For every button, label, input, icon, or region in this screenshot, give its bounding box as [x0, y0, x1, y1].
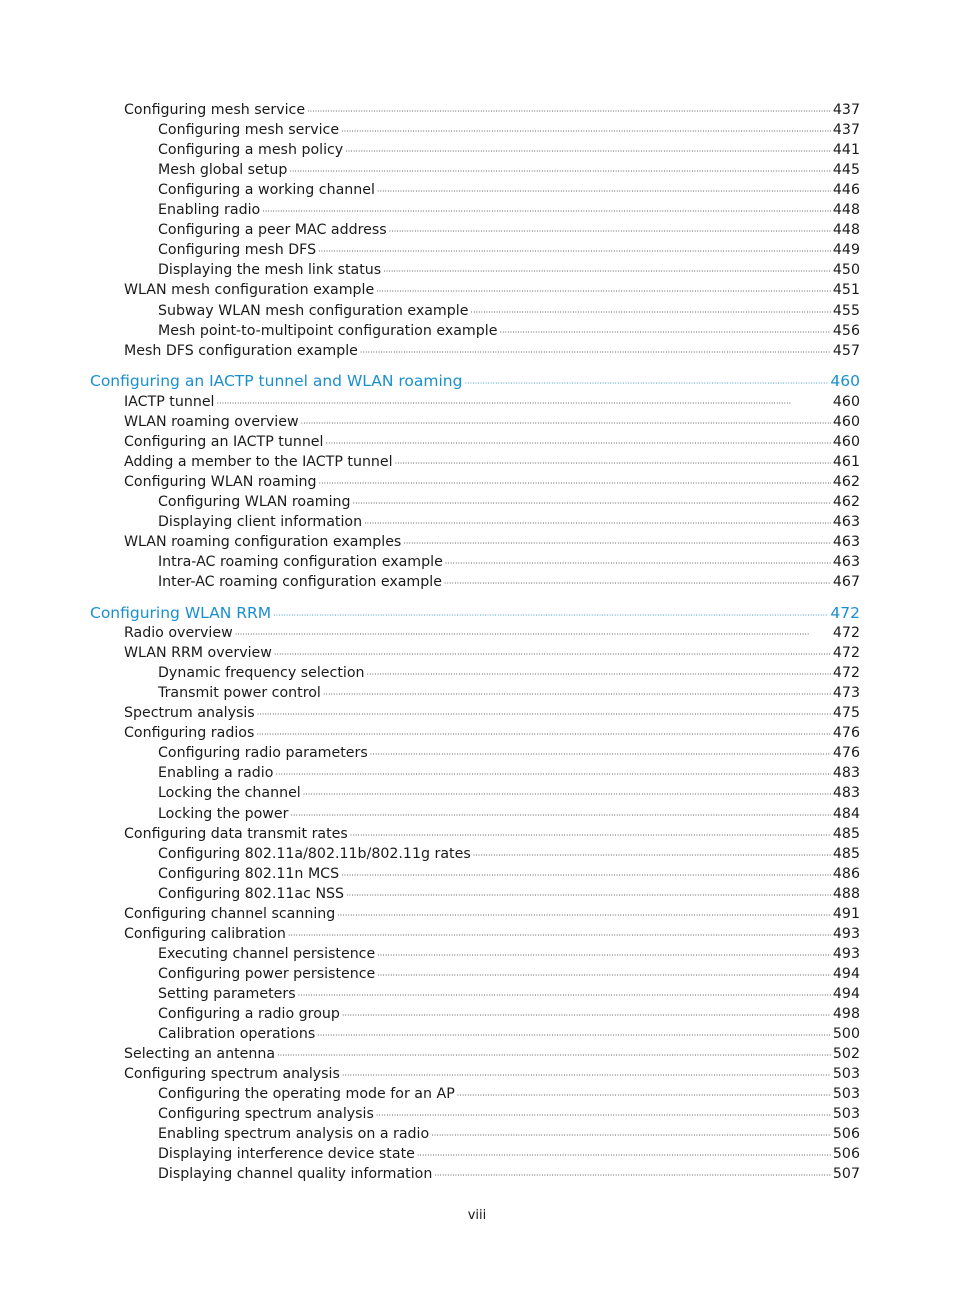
toc-entry[interactable] — [158, 964, 860, 984]
dot-leader — [353, 494, 831, 514]
toc-entry-page: 446 — [832, 182, 860, 199]
dot-leader — [323, 685, 831, 705]
toc-entry[interactable] — [158, 552, 860, 572]
toc-entry[interactable] — [158, 884, 860, 904]
dot-leader — [395, 454, 831, 474]
toc-entry-title: Mesh DFS configuration example — [124, 342, 358, 359]
toc-entry-title: WLAN roaming configuration examples — [124, 533, 402, 550]
toc-entry-page: 475 — [832, 705, 860, 722]
toc-entry-title: Displaying channel quality information — [158, 1166, 433, 1183]
toc-entry-title: Configuring WLAN roaming — [124, 473, 317, 490]
toc-entry-title: Configuring a working channel — [158, 182, 375, 199]
dot-leader — [262, 202, 831, 222]
dot-leader — [317, 1026, 831, 1046]
dot-leader — [274, 645, 831, 665]
toc-entry-title: Dynamic frequency selection — [158, 665, 365, 682]
page-number: viii — [467, 1208, 487, 1223]
toc-chapter-entry[interactable] — [90, 371, 860, 391]
toc-entry-page: 472 — [832, 625, 860, 642]
toc-chapter-entry[interactable] — [90, 603, 860, 623]
toc-entry-title: Configuring the operating mode for an AP — [158, 1086, 455, 1103]
dot-leader — [275, 765, 831, 785]
toc-entry[interactable] — [158, 663, 860, 683]
toc-entry-page: 462 — [832, 493, 860, 510]
toc-entry[interactable] — [158, 1104, 860, 1124]
dot-leader — [307, 102, 831, 122]
dot-leader — [235, 625, 831, 645]
toc-entry-title: Subway WLAN mesh configuration example — [158, 302, 469, 319]
toc-entry-title: Executing channel persistence — [158, 945, 376, 962]
toc-entry-title: Displaying interference device state — [158, 1146, 415, 1163]
dot-leader — [417, 1146, 831, 1166]
toc-entry-title: Configuring mesh DFS — [158, 242, 317, 259]
dot-leader — [377, 966, 831, 986]
toc-entry[interactable] — [158, 200, 860, 220]
dot-leader — [341, 866, 831, 886]
dot-leader — [364, 514, 831, 534]
toc-entry[interactable] — [158, 120, 860, 140]
toc-entry-title: Configuring 802.11ac NSS — [158, 885, 345, 902]
toc-entry[interactable] — [158, 844, 860, 864]
dot-leader — [403, 534, 831, 554]
toc-entry[interactable] — [158, 1144, 860, 1164]
toc-entry[interactable] — [124, 452, 860, 472]
toc-entry-page: 437 — [832, 122, 860, 139]
toc-entry[interactable] — [158, 984, 860, 1004]
toc-entry-title: Configuring mesh service — [124, 102, 306, 118]
toc-entry-page: 485 — [832, 845, 860, 862]
toc-entry-title: Configuring radios — [124, 725, 255, 742]
toc-entry-page: 441 — [832, 142, 860, 159]
toc-entry[interactable] — [124, 904, 860, 924]
dot-leader — [301, 414, 831, 434]
toc-entry[interactable] — [158, 180, 860, 200]
dot-leader — [377, 182, 831, 202]
toc-entry[interactable] — [158, 1084, 860, 1104]
toc-entry-title: Displaying the mesh link status — [158, 262, 382, 279]
dot-leader — [277, 1046, 831, 1066]
toc-entry-title: Configuring power persistence — [158, 965, 376, 982]
toc-entry-title: Spectrum analysis — [124, 705, 255, 722]
toc-entry-title: WLAN mesh configuration example — [124, 282, 375, 299]
toc-entry-page: 503 — [832, 1066, 860, 1083]
toc-entry-title: Configuring channel scanning — [124, 905, 336, 922]
toc-entry-page: 486 — [832, 865, 860, 882]
toc-entry-title: Configuring WLAN roaming — [158, 493, 351, 510]
toc-entry[interactable] — [158, 240, 860, 260]
toc-entry-page: 437 — [832, 102, 860, 118]
dot-leader — [376, 282, 831, 302]
dot-leader — [325, 434, 830, 454]
dot-leader — [342, 1066, 831, 1086]
toc-entry[interactable] — [158, 492, 860, 512]
toc-entry-title: Enabling a radio — [158, 765, 274, 782]
toc-entry[interactable] — [124, 824, 860, 844]
dot-leader — [318, 242, 831, 262]
toc-entry[interactable] — [124, 1044, 860, 1064]
toc-entry[interactable] — [124, 532, 860, 552]
dot-leader — [337, 906, 831, 926]
toc-entry[interactable] — [158, 301, 860, 321]
toc-entry-page: 445 — [832, 162, 860, 179]
dot-leader — [345, 142, 831, 162]
toc-entry-page: 484 — [832, 805, 860, 822]
toc-entry-title: Calibration operations — [158, 1026, 316, 1043]
toc-entry-page: 457 — [832, 342, 860, 359]
toc-entry-page: 460 — [832, 393, 860, 410]
toc-entry-page: 460 — [832, 433, 860, 450]
toc-entry-page: 463 — [832, 513, 860, 530]
toc-entry-page: 506 — [832, 1126, 860, 1143]
dot-leader — [298, 986, 831, 1006]
toc-entry-page: 491 — [832, 905, 860, 922]
toc-entry-title: Adding a member to the IACTP tunnel — [124, 453, 393, 470]
toc-entry[interactable] — [158, 140, 860, 160]
dot-leader — [473, 846, 831, 866]
toc-entry-title: Configuring a mesh policy — [158, 142, 344, 159]
dot-leader — [457, 1086, 831, 1106]
toc-entry[interactable] — [124, 623, 860, 643]
toc-entry-page: 494 — [832, 965, 860, 982]
toc-entry[interactable] — [158, 260, 860, 280]
toc-entry[interactable] — [158, 683, 860, 703]
toc-entry-page: 455 — [832, 302, 860, 319]
toc-entry-page: 463 — [832, 533, 860, 550]
toc-entry-title: IACTP tunnel — [124, 393, 215, 410]
dot-leader — [383, 262, 831, 282]
dot-leader — [431, 1126, 831, 1146]
toc-entry-title: Configuring radio parameters — [158, 745, 368, 762]
toc-entry-title: Selecting an antenna — [124, 1046, 276, 1063]
toc-entry-title: Radio overview — [124, 625, 233, 642]
toc-entry-title: Configuring an IACTP tunnel — [124, 433, 324, 450]
toc-entry-title: Enabling spectrum analysis on a radio — [158, 1126, 430, 1143]
dot-leader — [434, 1166, 831, 1186]
dot-leader — [257, 705, 831, 725]
toc-entry-page: 507 — [832, 1166, 860, 1183]
toc-entry[interactable] — [158, 572, 860, 592]
toc-entry-title: Enabling radio — [158, 202, 261, 219]
toc-entry[interactable] — [158, 864, 860, 884]
toc-entry-title: Setting parameters — [158, 985, 296, 1002]
toc-entry-page: 472 — [832, 665, 860, 682]
toc-entry[interactable] — [158, 512, 860, 532]
toc-entry[interactable] — [124, 723, 860, 743]
toc-entry-title: Mesh point-to-multipoint configuration example — [158, 322, 498, 339]
toc-entry-page: 494 — [832, 985, 860, 1002]
toc-entry-title: Inter-AC roaming configuration example — [158, 574, 442, 591]
toc-entry-title: Configuring WLAN RRM — [90, 603, 272, 622]
toc-entry-page: 449 — [832, 242, 860, 259]
toc-entry-page: 456 — [832, 322, 860, 339]
toc-entry-page: 476 — [832, 745, 860, 762]
toc-entry[interactable] — [158, 1124, 860, 1144]
toc-entry-page: 493 — [832, 925, 860, 942]
toc-entry-title: Locking the power — [158, 805, 289, 822]
toc-entry-page: 462 — [832, 473, 860, 490]
toc-entry[interactable] — [158, 743, 860, 763]
dot-leader — [288, 926, 831, 946]
toc-entry-page: 451 — [832, 282, 860, 299]
toc-entry-page: 498 — [832, 1006, 860, 1022]
toc-entry-page: 460 — [830, 372, 860, 391]
toc-entry-page: 485 — [832, 825, 860, 842]
toc-entry[interactable] — [158, 1164, 860, 1184]
toc-entry-page: 506 — [832, 1146, 860, 1163]
dot-leader — [470, 303, 830, 323]
toc-entry[interactable] — [124, 1064, 860, 1084]
dot-leader — [341, 122, 831, 142]
toc-entry[interactable] — [124, 280, 860, 300]
toc-entry[interactable] — [158, 944, 860, 964]
toc-entry-title: Locking the channel — [158, 785, 301, 802]
dot-leader — [289, 162, 831, 182]
toc-entry[interactable] — [158, 804, 860, 824]
toc-entry[interactable] — [124, 100, 860, 120]
toc-entry-page: 460 — [832, 413, 860, 430]
toc-entry-page: 448 — [832, 222, 860, 239]
toc-entry[interactable] — [158, 321, 860, 341]
toc-entry-title: Configuring an IACTP tunnel and WLAN roaming — [90, 372, 463, 391]
dot-leader — [370, 745, 831, 765]
toc-entry-title: Configuring calibration — [124, 925, 286, 942]
toc-entry[interactable] — [124, 432, 860, 452]
toc-entry-title: Configuring spectrum analysis — [158, 1106, 374, 1123]
toc-entry-page: 461 — [832, 453, 860, 470]
toc-entry-page: 473 — [832, 685, 860, 702]
toc-entry[interactable] — [158, 763, 860, 783]
dot-leader — [389, 222, 831, 242]
toc-entry[interactable] — [124, 643, 860, 663]
toc-entry-page: 476 — [832, 725, 860, 742]
toc-entry-title: Intra-AC roaming configuration example — [158, 554, 443, 570]
toc-entry[interactable] — [124, 703, 860, 723]
toc-entry-page: 488 — [832, 885, 860, 902]
toc-entry-page: 503 — [832, 1086, 860, 1103]
toc-entry-title: Configuring data transmit rates — [124, 825, 348, 842]
toc-entry-page: 467 — [832, 574, 860, 591]
dot-leader — [499, 323, 830, 343]
toc-entry-page: 448 — [832, 202, 860, 219]
toc-entry-title: Configuring 802.11a/802.11b/802.11g rates — [158, 845, 471, 862]
toc-entry-title: Configuring 802.11n MCS — [158, 865, 340, 882]
dot-leader — [217, 394, 831, 414]
toc-entry-title: Configuring a radio group — [158, 1006, 340, 1022]
toc-entry[interactable] — [158, 1024, 860, 1044]
toc-entry[interactable] — [158, 220, 860, 240]
toc-entry[interactable] — [124, 341, 860, 361]
toc-entry-page: 502 — [832, 1046, 860, 1063]
toc-entry-title: Configuring a peer MAC address — [158, 222, 387, 239]
toc-entry-page: 472 — [832, 645, 860, 662]
dot-leader — [445, 554, 831, 574]
toc-entry[interactable] — [124, 924, 860, 944]
toc-entry-title: WLAN RRM overview — [124, 645, 272, 662]
toc-entry-title: Configuring mesh service — [158, 122, 340, 139]
dot-leader — [444, 574, 831, 594]
dot-leader — [342, 1006, 831, 1026]
toc-entry-page: 463 — [832, 554, 860, 570]
toc-entry-title: Mesh global setup — [158, 162, 288, 179]
toc-entry-page: 503 — [832, 1106, 860, 1123]
dot-leader — [319, 474, 831, 494]
toc-entry[interactable] — [124, 472, 860, 492]
dot-leader — [290, 806, 830, 826]
dot-leader — [303, 785, 831, 805]
dot-leader — [377, 946, 831, 966]
toc-entry-page: 450 — [832, 262, 860, 279]
toc-entry-title: Configuring spectrum analysis — [124, 1066, 340, 1083]
dot-leader — [376, 1106, 831, 1126]
toc-entry[interactable] — [158, 783, 860, 803]
dot-leader — [350, 826, 831, 846]
toc-entry-title: Transmit power control — [158, 685, 321, 702]
toc-entry-title: WLAN roaming overview — [124, 413, 299, 430]
toc-entry-page: 483 — [832, 765, 860, 782]
toc-entry[interactable] — [124, 392, 860, 412]
toc-entry[interactable] — [124, 412, 860, 432]
dot-leader — [256, 725, 831, 745]
toc-entry[interactable] — [158, 160, 860, 180]
toc-entry-page: 472 — [830, 603, 860, 622]
toc-entry[interactable] — [158, 1004, 860, 1024]
dot-leader — [367, 665, 831, 685]
toc-entry-title: Displaying client information — [158, 513, 363, 530]
toc-entry-page: 500 — [832, 1026, 860, 1043]
dot-leader — [360, 343, 831, 363]
toc-entry-page: 483 — [832, 785, 860, 802]
dot-leader — [346, 886, 831, 906]
toc-entry-page: 493 — [832, 945, 860, 962]
